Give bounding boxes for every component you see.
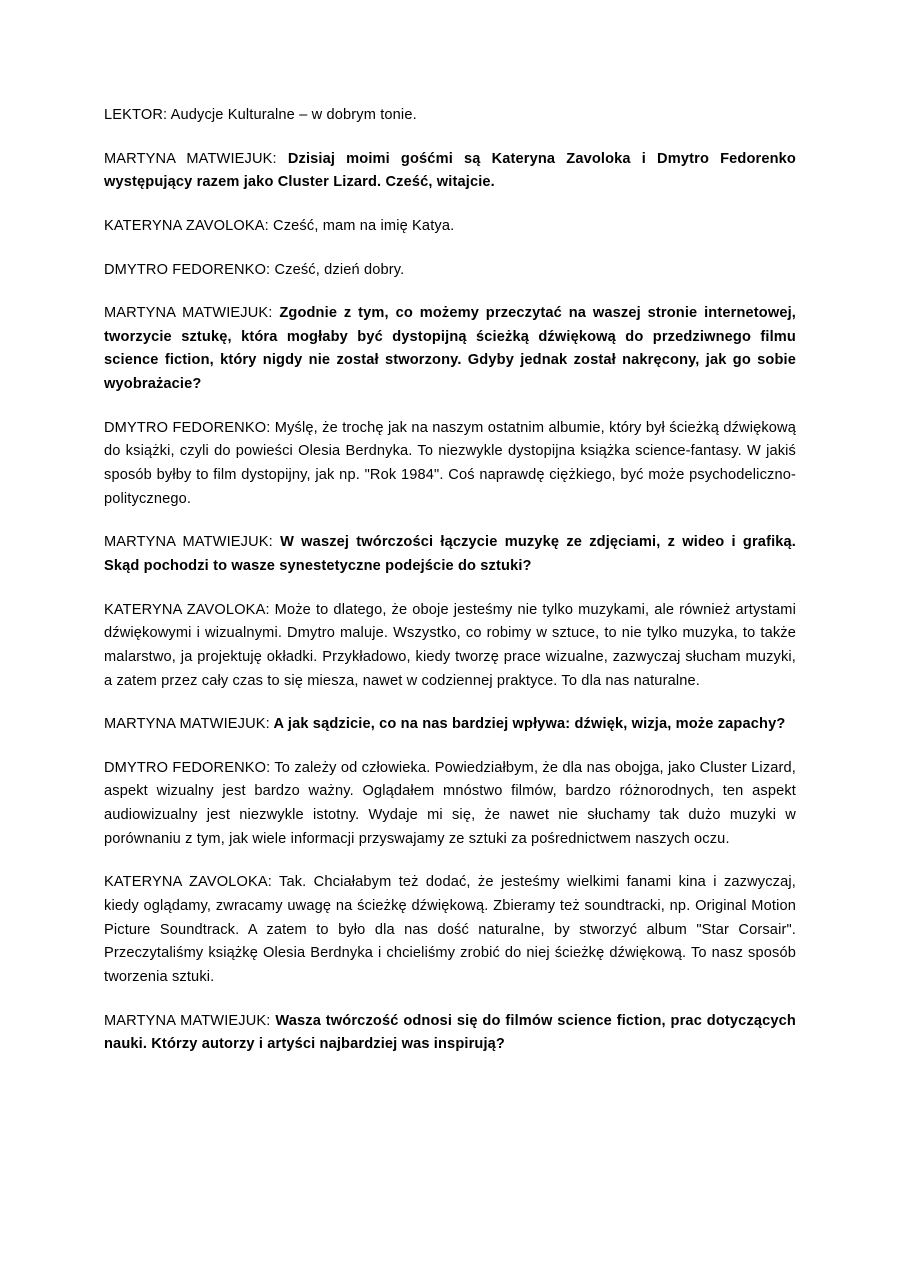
transcript-paragraph: [104, 599, 796, 694]
speaker-label: DMYTRO FEDORENKO:: [104, 419, 271, 436]
transcript-paragraph: [104, 215, 796, 239]
paragraph-text: Audycje Kulturalne – w dobrym tonie.: [167, 107, 417, 123]
paragraph-text: Wasza twórczość odnosi się do filmów science fiction, prac dotyczących nauki. Którzy autorzy i artyści najbardziej was inspirują?: [104, 1012, 796, 1053]
paragraph-text: A jak sądzicie, co na nas bardziej wpływa: dźwięk, wizja, może zapachy?: [269, 716, 786, 733]
speaker-label: KATERYNA ZAVOLOKA:: [104, 874, 272, 891]
transcript-paragraph: [104, 104, 796, 128]
paragraph-text: Cześć, dzień dobry.: [270, 261, 405, 278]
transcript-paragraph: [104, 259, 796, 283]
speaker-label: MARTYNA MATWIEJUK:: [104, 1012, 271, 1029]
speaker-label: KATERYNA ZAVOLOKA:: [104, 601, 270, 618]
paragraph-text: Myślę, że trochę jak na naszym ostatnim albumie, który był ścieżką dźwiękową do książki, czyli do powieści Olesia Berdnyka. To niezwykle dystopijna książka science-fantasy. W jakiś sposób byłby to film dystopijny, jak np. "Rok 1984". Coś naprawdę ciężkiego, być może psychodeliczno-politycznego.: [104, 419, 797, 507]
paragraph-text: Może to dlatego, że oboje jesteśmy nie tylko muzykami, ale również artystami dźwiękowymi i wizualnymi. Dmytro maluje. Wszystko, co robimy w sztuce, to nie tylko muzyka, to także malarstwo, ja projektuję okładki. Przykładowo, kiedy tworzę prace wizualne, zazwyczaj słucham muzyki, a zatem przez cały czas to się miesza, nawet w codziennej praktyce. To dla nas naturalne.: [104, 601, 796, 689]
paragraph-text: W waszej twórczości łączycie muzykę ze zdjęciami, z wideo i grafiką. Skąd pochodzi to wasze synestetyczne podejście do sztuki?: [104, 534, 797, 574]
paragraph-text: Dzisiaj moimi gośćmi są Kateryna Zavoloka i Dmytro Fedorenko występujący razem jako Cluster Lizard. Cześć, witajcie.: [104, 150, 796, 191]
speaker-label: MARTYNA MATWIEJUK:: [104, 150, 277, 167]
transcript-paragraph: [104, 1010, 796, 1057]
speaker-label: DMYTRO FEDORENKO:: [104, 261, 271, 278]
speaker-label: DMYTRO FEDORENKO:: [104, 759, 271, 776]
transcript-paragraph: [104, 713, 796, 737]
transcript-paragraph: [104, 148, 796, 195]
speaker-label: MARTYNA MATWIEJUK:: [104, 716, 270, 733]
speaker-label: LEKTOR:: [104, 107, 168, 123]
speaker-label: MARTYNA MATWIEJUK:: [104, 305, 273, 322]
transcript-paragraph: [104, 302, 796, 397]
paragraph-text: Zgodnie z tym, co możemy przeczytać na waszej stronie internetowej, tworzycie sztukę, która mogłaby być dystopijną ścieżką dźwiękową do przedziwnego filmu science fiction, który nigdy nie został stworzony. Gdyby jednak został nakręcony, jak go sobie wyobrażacie?: [104, 305, 797, 393]
transcript-paragraph: [104, 757, 796, 852]
speaker-label: KATERYNA ZAVOLOKA:: [104, 217, 269, 234]
transcript-paragraph: [104, 871, 796, 989]
paragraph-text: Tak. Chciałabym też dodać, że jesteśmy wielkimi fanami kina i zazwyczaj, kiedy oglądamy, zwracamy uwagę na ścieżkę dźwiękową. Zbieramy też soundtracki, np. Original Motion Picture Soundtrack. A zatem to było dla nas dość naturalne, by stworzyć album "Star Corsair". Przeczytaliśmy książkę Olesia Berdnyka i chcieliśmy zrobić do niej ścieżkę dźwiękową. To nasz sposób tworzenia sztuki.: [104, 874, 796, 985]
transcript-paragraph: [104, 417, 796, 512]
transcript-paragraph: [104, 531, 796, 578]
speaker-label: MARTYNA MATWIEJUK:: [104, 534, 273, 551]
paragraph-text: To zależy od człowieka. Powiedziałbym, że dla nas obojga, jako Cluster Lizard, aspekt wizualny jest bardzo ważny. Oglądałem mnóstwo filmów, bardzo różnorodnych, ten aspekt audiowizualny jest niezwykle istotny. Wydaje mi się, że nawet nie słuchamy tak dużo muzyki w porównaniu z tym, jak wiele informacji przyswajamy ze sztuki za pośrednictwem naszych oczu.: [104, 759, 796, 847]
paragraph-text: Cześć, mam na imię Katya.: [268, 217, 455, 234]
